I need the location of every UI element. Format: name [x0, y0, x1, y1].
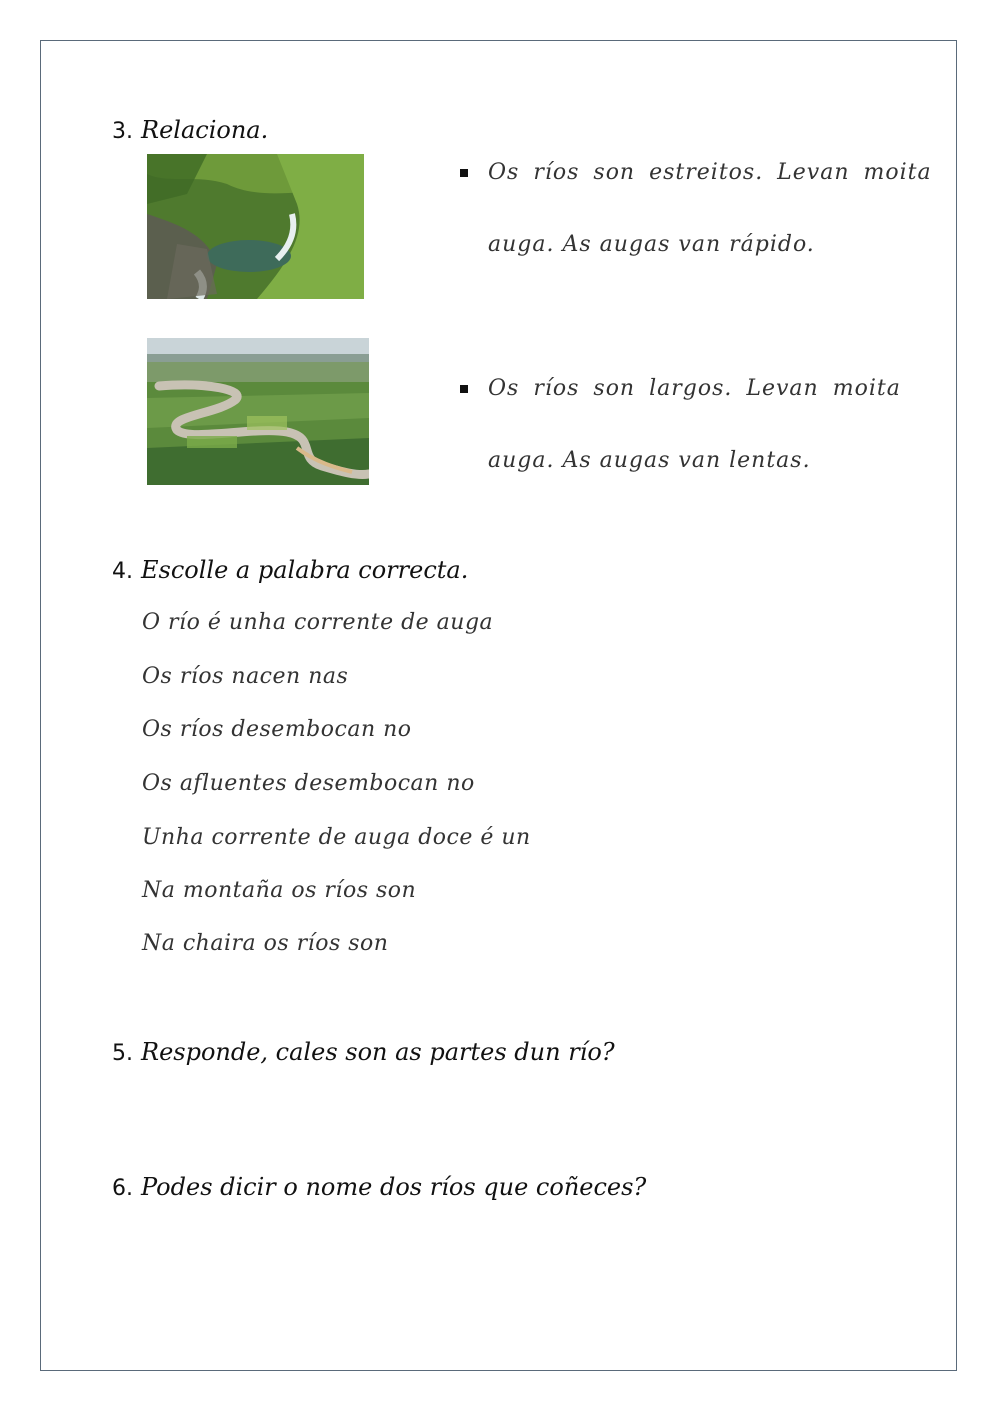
question-5-title	[112, 1038, 615, 1066]
question-4-text: Escolle a palabra correcta.	[141, 556, 469, 584]
question-3-title	[112, 116, 268, 144]
meandering-river-photo	[147, 338, 369, 485]
question-6-number: 6.	[112, 1176, 133, 1201]
question-5-text: Responde, cales son as partes dun río?	[141, 1038, 615, 1066]
sentence-4: Os afluentes desembocan no	[142, 771, 475, 796]
sentence-7: Na chaira os ríos son	[142, 931, 389, 956]
sentence-1: O río é unha corrente de auga	[142, 610, 494, 635]
question-4-number: 4.	[112, 559, 133, 584]
question-6-text: Podes dicir o nome dos ríos que coñeces?	[141, 1173, 647, 1201]
statement-1-line-1: Os ríos son estreitos. Levan moita	[488, 160, 932, 185]
sentence-6: Na montaña os ríos son	[142, 878, 417, 903]
statement-1-line-2: auga. As augas van rápido.	[488, 232, 815, 257]
question-3-number: 3.	[112, 119, 133, 144]
mountain-stream-photo	[147, 154, 364, 299]
bullet-icon	[460, 169, 468, 177]
question-6-title	[112, 1173, 646, 1201]
sentence-5: Unha corrente de auga doce é un	[142, 825, 531, 850]
question-5-number: 5.	[112, 1041, 133, 1066]
statement-2-line-1: Os ríos son largos. Levan moita	[488, 376, 901, 401]
sentence-2: Os ríos nacen nas	[142, 664, 349, 689]
sentence-3: Os ríos desembocan no	[142, 717, 412, 742]
question-3-text: Relaciona.	[141, 116, 269, 144]
question-4-title	[112, 556, 468, 584]
statement-2-line-2: auga. As augas van lentas.	[488, 448, 811, 473]
bullet-icon	[460, 385, 468, 393]
